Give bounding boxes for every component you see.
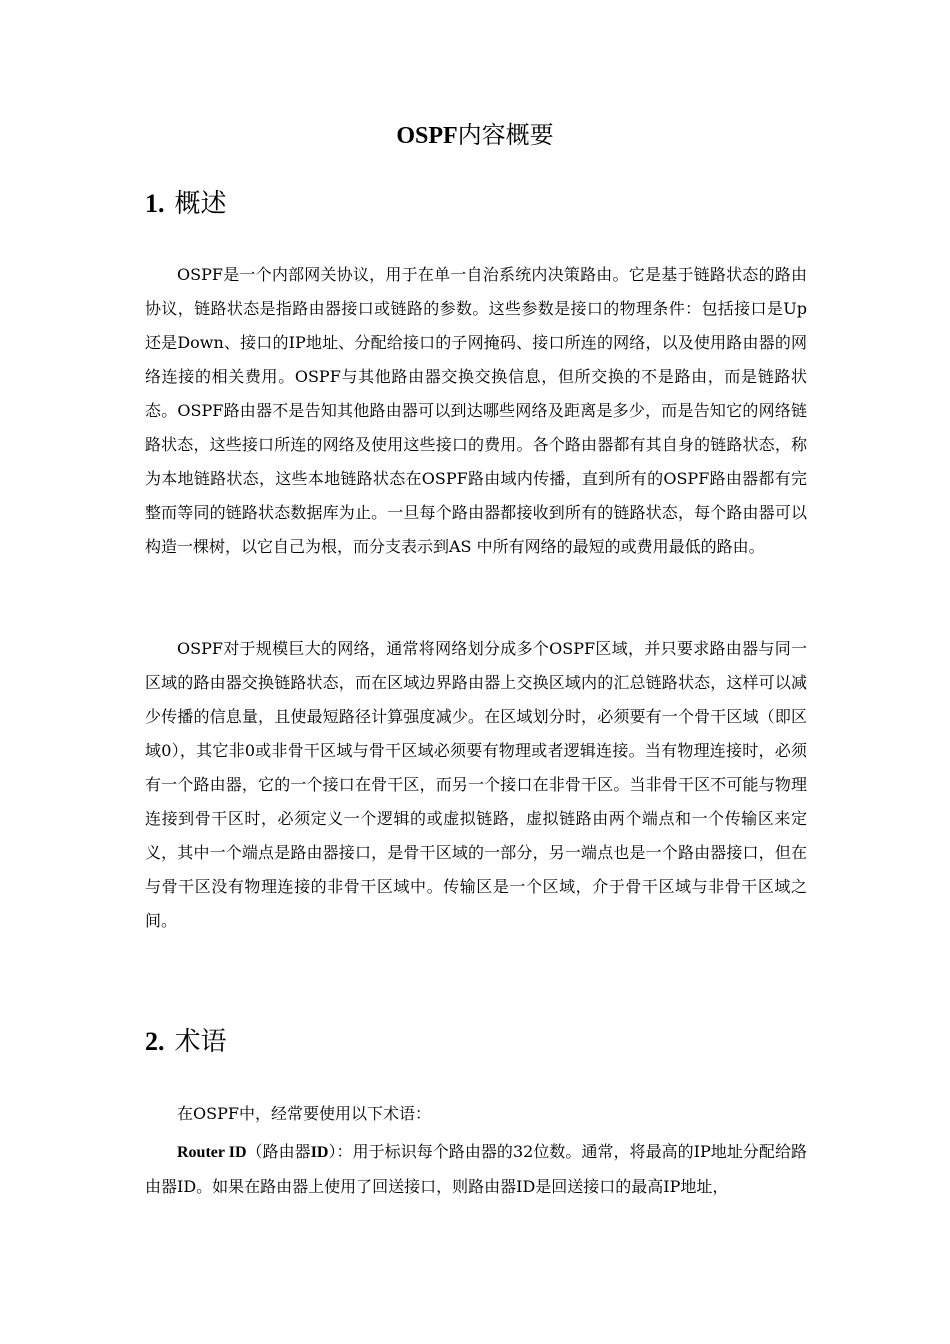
document-title xyxy=(0,118,950,153)
term-router-id-name: Router ID xyxy=(177,1144,247,1161)
section-1-heading xyxy=(145,186,227,222)
section-2-number: 2. xyxy=(145,1027,165,1056)
title-cjk: 内容概要 xyxy=(457,121,554,149)
term-router-id xyxy=(145,1135,807,1204)
term-router-id-paren-close: ）： xyxy=(328,1142,353,1161)
term-router-id-paren-bold: ID xyxy=(310,1144,329,1161)
section-2-title: 术语 xyxy=(174,1027,227,1057)
section-1-number: 1. xyxy=(145,189,165,218)
section-1-paragraph-2: OSPF对于规模巨大的网络，通常将网络划分成多个OSPF区域，并只要求路由器与同一区域的路由器交换链路状态，而在区域边界路由器上交换区域内的汇总链路状态，这样可以减少传播的信息量，且使最短路径计算强度减少。在区域划分时，必须要有一个骨干区域（即区域0），其它非0或非骨干区域与骨干区域必须要有物理或者逻辑连接。当有物理连接时，必须有一个路由器，它的一个接口在骨干区，而另一个接口在非骨干区。当非骨干区不可能与物理连接到骨干区时，必须定义一个逻辑的或虚拟链路，虚拟链路由两个端点和一个传输区来定义，其中一个端点是路由器接口，是骨干区域的一部分，另一端点也是一个路由器接口，但在与骨干区没有物理连接的非骨干区域中。传输区是一个区域，介于骨干区域与非骨干区域之间。 xyxy=(145,639,807,930)
term-router-id-paren-open: （路由器 xyxy=(246,1142,311,1161)
section-1-title: 概述 xyxy=(174,189,227,219)
section-2-heading xyxy=(145,1024,227,1060)
term-router-id-definition: 用于标识每个路由器的32位数。通常，将最高的IP地址分配给路由器ID。如果在路由器上使用了回送接口，则路由器ID是回送接口的最高IP地址， xyxy=(145,1142,807,1196)
section-1-paragraph-1: OSPF是一个内部网关协议，用于在单一自治系统内决策路由。它是基于链路状态的路由协议，链路状态是指路由器接口或链路的参数。这些参数是接口的物理条件：包括接口是Up还是Down、接口的IP地址、分配给接口的子网掩码、接口所连的网络，以及使用路由器的网络连接的相关费用。OSPF与其他路由器交换交换信息，但所交换的不是路由，而是链路状态。OSPF路由器不是告知其他路由器可以到达哪些网络及距离是多少，而是告知它的网络链路状态，这些接口所连的网络及使用这些接口的费用。各个路由器都有其自身的链路状态，称为本地链路状态，这些本地链路状态在OSPF路由域内传播，直到所有的OSPF路由器都有完整而等同的链路状态数据库为止。一旦每个路由器都接收到所有的链路状态，每个路由器可以构造一棵树，以它自己为根，而分支表示到AS 中所有网络的最短的或费用最低的路由。 xyxy=(145,265,807,556)
title-latin: OSPF xyxy=(396,123,458,149)
section-2-intro: 在OSPF中，经常要使用以下术语： xyxy=(177,1104,431,1123)
